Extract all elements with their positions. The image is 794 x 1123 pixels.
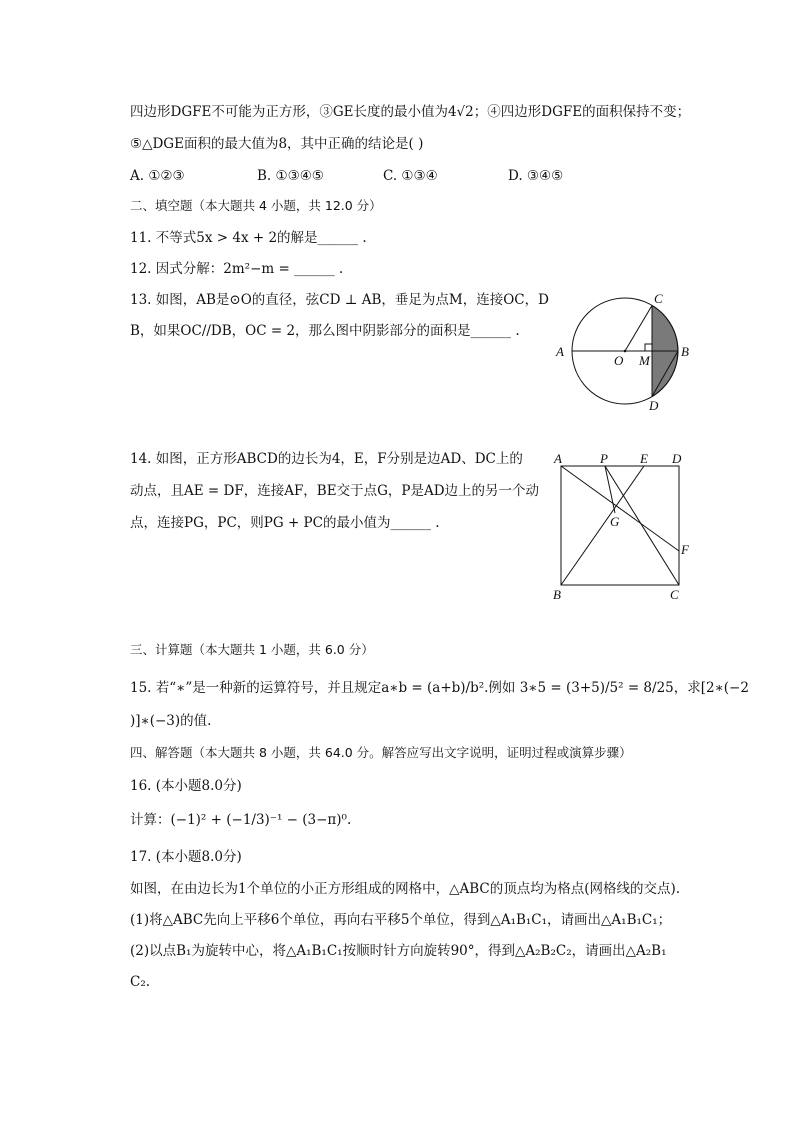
- q10-option-b: B. ①③④⑤: [257, 168, 324, 184]
- q14-line-1: 14. 如图，正方形ABCD的边长为4，E，F分别是边AD、DC上的: [130, 451, 523, 467]
- segment-af: [561, 466, 679, 551]
- segment-pg: [605, 466, 615, 513]
- q14-line-3: 点，连接PG，PC，则PG + PC的最小值为______ .: [130, 515, 440, 531]
- q17-line-4: C₂.: [130, 974, 151, 990]
- q14-line-2: 动点，且AE = DF，连接AF，BE交于点G，P是AD边上的另一个动: [130, 483, 540, 499]
- label-f: F: [681, 542, 689, 557]
- section-3-title: 三、计算题（本大题共 1 小题，共 6.0 分）: [130, 642, 374, 657]
- right-angle-mark: [645, 344, 652, 351]
- q16-body: 计算：(−1)² + (−1/3)⁻¹ − (3−π)⁰.: [130, 812, 352, 828]
- q17-line-3: (2)以点B₁为旋转中心，将△A₁B₁C₁按顺时针方向旋转90°，得到△A₂B₂C₂，请画出△A₂B₁: [130, 943, 667, 959]
- q11-text: 11. 不等式5x > 4x + 2的解是______ .: [130, 230, 367, 246]
- q13-line-2: B，如果OC//DB，OC = 2，那么图中阴影部分的面积是______ .: [130, 323, 520, 339]
- label-a: A: [554, 451, 562, 466]
- label-p: P: [600, 451, 608, 466]
- section-2-title: 二、填空题（本大题共 4 小题，共 12.0 分）: [130, 198, 382, 213]
- q17-heading: 17. (本小题8.0分): [130, 849, 242, 865]
- q16-heading: 16. (本小题8.0分): [130, 778, 242, 794]
- label-d: D: [672, 451, 682, 466]
- label-e: E: [640, 451, 648, 466]
- label-b: B: [553, 587, 561, 602]
- q17-line-1: 如图，在由边长为1个单位的小正方形组成的网格中，△ABC的顶点均为格点(网格线的交点).: [130, 881, 681, 897]
- label-m: M: [639, 353, 650, 368]
- q10-option-d: D. ③④⑤: [508, 168, 564, 184]
- q17-line-2: (1)将△ABC先向上平移6个单位，再向右平移5个单位，得到△A₁B₁C₁，请画出△A₁B₁C₁；: [130, 912, 672, 928]
- q15-line-1: 15. 若“∗”是一种新的运算符号，并且规定a∗b = (a+b)/b².例如 3∗5 = (3+5)/5² = 8/25，求[2∗(−2: [130, 680, 749, 696]
- q10-option-a: A. ①②③: [130, 168, 185, 184]
- q10-line-1: 四边形DGFE不可能为正方形，③GE长度的最小值为4√2；④四边形DGFE的面积保持不变；: [130, 104, 691, 120]
- q14-square-figure: [548, 450, 700, 604]
- section-4-title: 四、解答题（本大题共 8 小题，共 64.0 分。解答应写出文字说明，证明过程或演算步骤）: [130, 745, 632, 760]
- q15-line-2: )]∗(−3)的值.: [130, 713, 212, 729]
- q12-text: 12. 因式分解：2m²−m = ______ .: [130, 261, 344, 277]
- center-point: [624, 350, 627, 353]
- q10-option-c: C. ①③④: [383, 168, 438, 184]
- square-abcd: [561, 466, 679, 585]
- q13-circle-figure: [548, 288, 708, 416]
- label-a: A: [556, 344, 564, 359]
- label-d: D: [649, 398, 659, 413]
- q13-line-1: 13. 如图，AB是⊙O的直径，弦CD ⊥ AB，垂足为点M，连接OC，D: [130, 292, 549, 308]
- segment-be: [561, 466, 644, 585]
- label-g: G: [610, 514, 620, 529]
- label-o: O: [614, 353, 624, 368]
- label-c: C: [654, 291, 663, 306]
- q10-line-2: ⑤△DGE面积的最大值为8，其中正确的结论是( ): [130, 136, 424, 152]
- label-b: B: [681, 344, 689, 359]
- label-c: C: [670, 587, 679, 602]
